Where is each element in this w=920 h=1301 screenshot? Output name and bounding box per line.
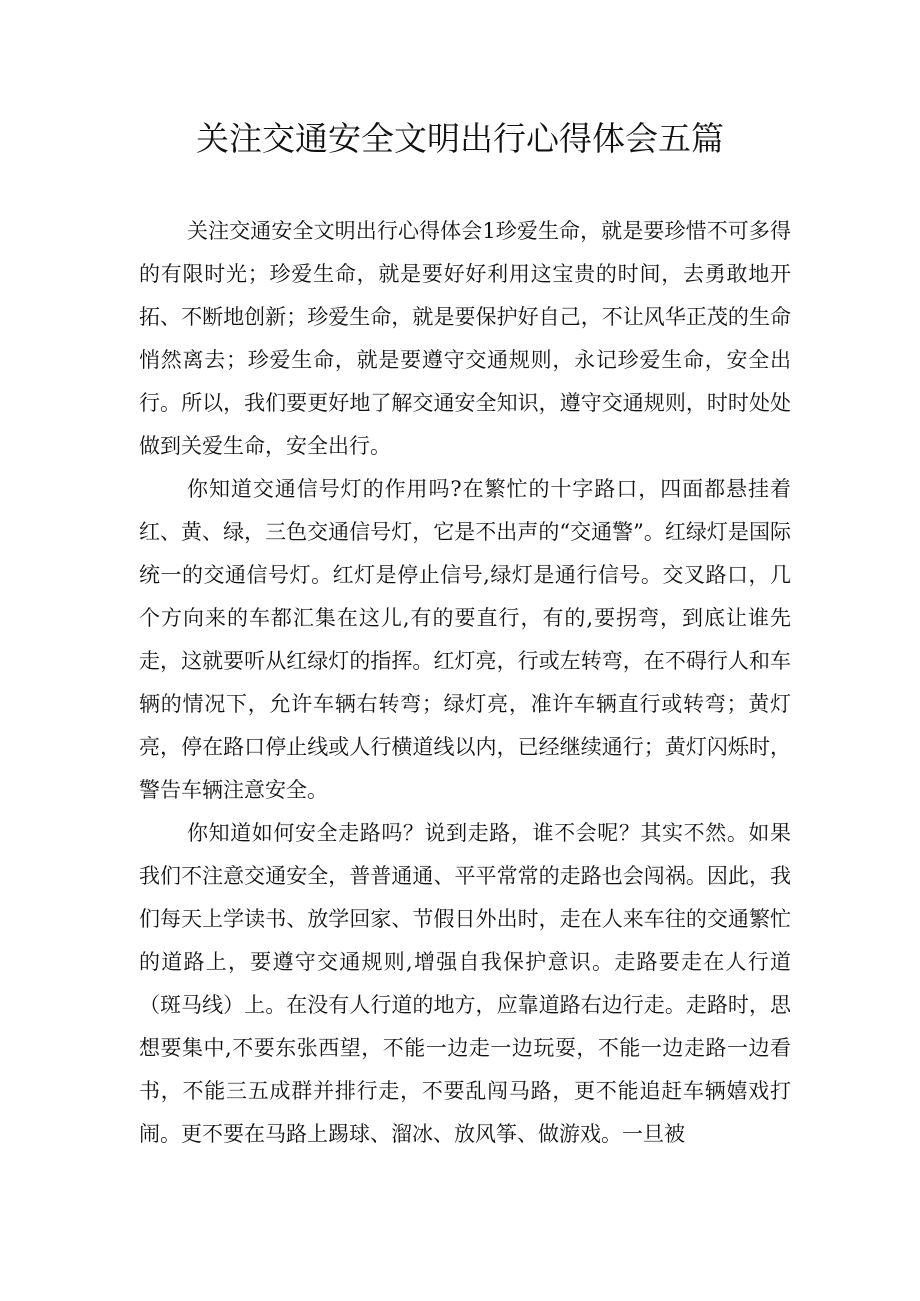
document-title: 关注交通安全文明出行心得体会五篇 xyxy=(196,119,724,158)
paragraph-3: 你知道如何安全走路吗？说到走路，谁不会呢？其实不然。如果我们不注意交通安全，普普通通、平平常常的走路也会闯祸。因此，我们每天上学读书、放学回家、节假日外出时，走在人来车往的交通繁忙的道路上，要遵守交通规则,增强自我保护意识。走路要走在人行道（斑马线）上。在没有人行道的地方，应靠道路右边行走。走路时，思想要集中,不要东张西望，不能一边走一边玩耍，不能一边走路一边看书，不能三五成群并排行走，不要乱闯马路，更不能追赶车辆嬉戏打闹。更不要在马路上踢球、溜冰、放风筝、做游戏。一旦被 xyxy=(139,821,791,1146)
document-body xyxy=(139,210,791,1156)
paragraph-1: 关注交通安全文明出行心得体会1珍爱生命，就是要珍惜不可多得的有限时光；珍爱生命，就是要好好利用这宝贵的时间，去勇敢地开拓、不断地创新；珍爱生命，就是要保护好自己，不让风华正茂的生命悄然离去；珍爱生命，就是要遵守交通规则，永记珍爱生命，安全出行。所以，我们要更好地了解交通安全知识，遵守交通规则，时时处处做到关爱生命，安全出行。 xyxy=(139,219,791,458)
paragraph-2: 你知道交通信号灯的作用吗?在繁忙的十字路口，四面都悬挂着红、黄、绿，三色交通信号灯，它是不出声的“交通警”。红绿灯是国际统一的交通信号灯。红灯是停止信号,绿灯是通行信号。交叉路口，几个方向来的车都汇集在这儿,有的要直行，有的,要拐弯，到底让谁先走，这就要听从红绿灯的指挥。红灯亮，行或左转弯，在不碍行人和车辆的情况下，允许车辆右转弯；绿灯亮，准许车辆直行或转弯；黄灯亮，停在路口停止线或人行横道线以内，已经继续通行；黄灯闪烁时，警告车辆注意安全。 xyxy=(139,477,791,802)
